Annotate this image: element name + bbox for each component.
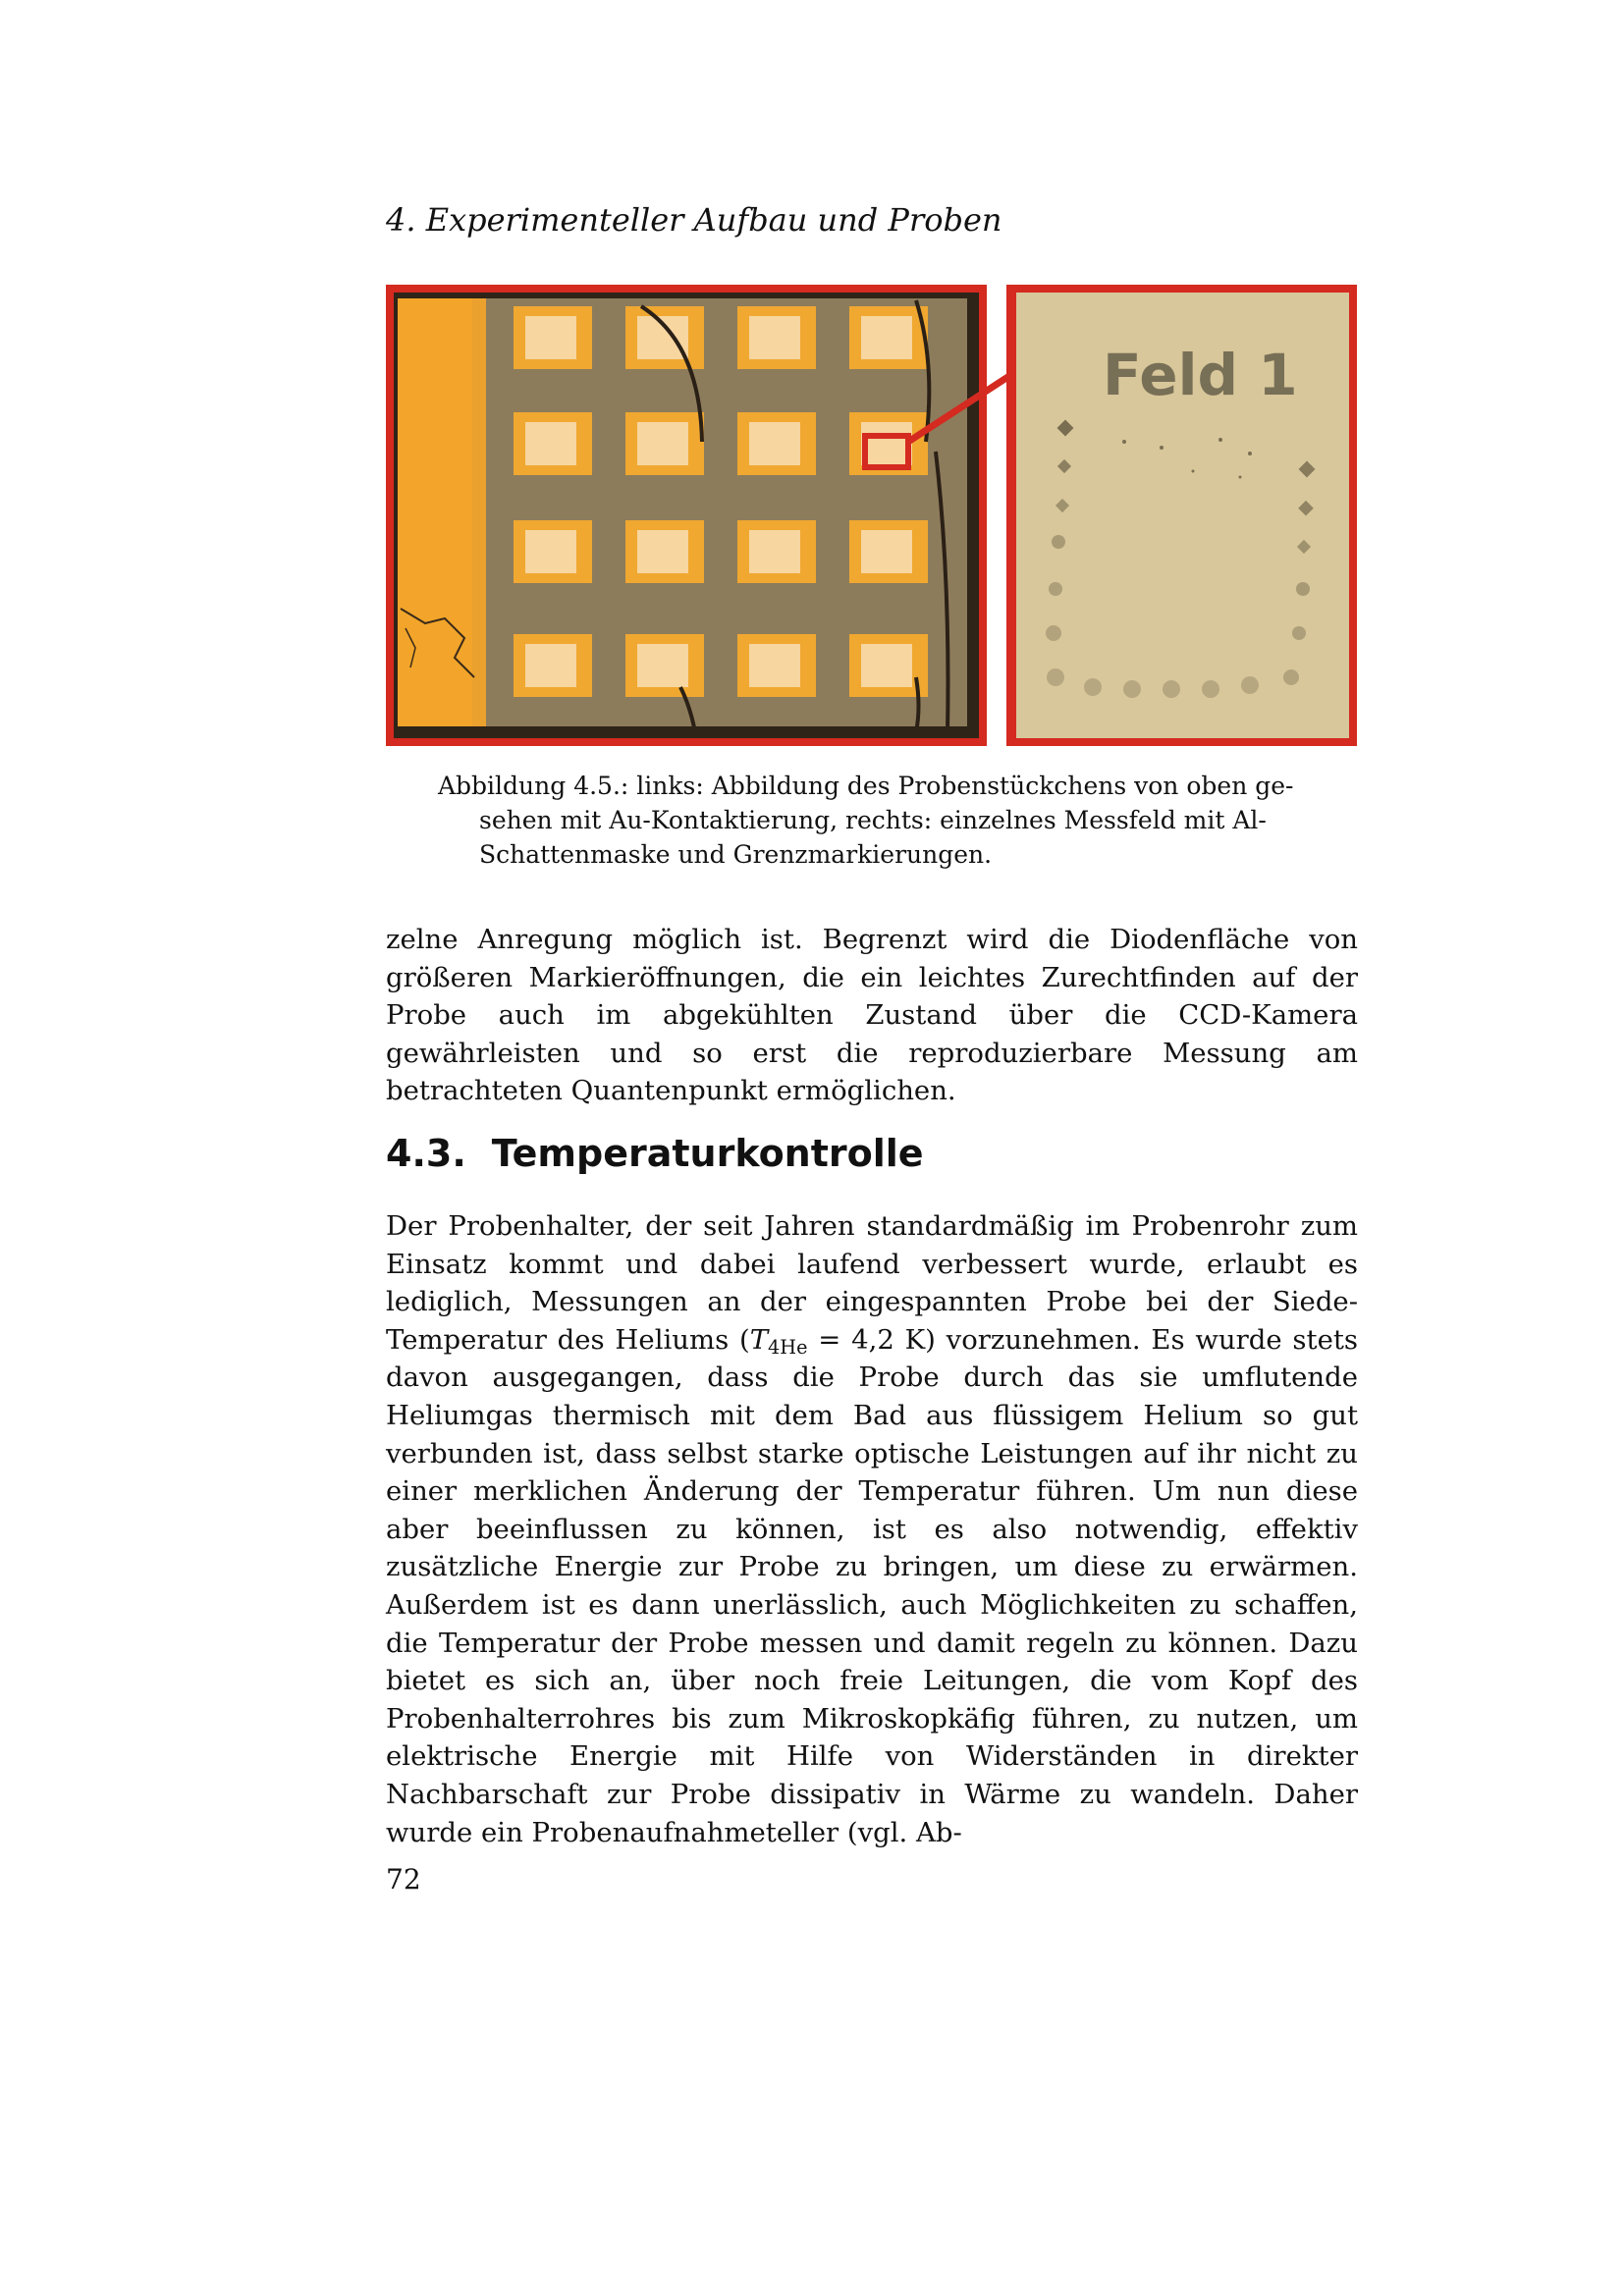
right-panel-single-field [1006, 285, 1357, 746]
paragraph-text-part-2: ) vorzunehmen. Es wurde stets davon ausgegangen, dass die Probe durch das sie umflutende Heliumgas thermisch mit dem Bad aus flüssigem Helium so gut verbunden ist, dass selbst starke optische Leistungen auf ihr nicht zu einer merklichen Änderung der Temperatur führen. Um nun diese aber beeinflussen zu können, ist es also notwendig, effektiv zusätzliche Energie zur Probe zu bringen, um diese zu erwärmen. Außerdem ist es dann unerlässlich, auch Möglichkeiten zu schaffen, die Temperatur der Probe messen und damit regeln zu können. Dazu bietet es sich an, über noch freie Leitungen, die vom Kopf des Probenhalterrohres bis zum Mikroskopkäfig führen, zu nutzen, um elektrische Energie mit Hilfe von Widerständen in direkter Nachbarschaft zur Probe dissipativ in Wärme zu wandeln. Daher wurde ein Probenaufnahmeteller (vgl. Ab- [386, 1323, 1359, 1848]
left-panel-sample-overview [386, 285, 987, 746]
sample-micrograph [386, 285, 1357, 746]
figure-4-5 [386, 285, 1357, 746]
paragraph-text-part-1: Der Probenhalter, der seit Jahren standardmäßig im Probenrohr zum Einsatz kommt und dabei laufend verbessert wurde, erlaubt es lediglich, Messungen an der eingespannten Probe bei der Siede-Temperatur des Heliums ( [386, 1210, 1358, 1356]
paragraph-continuation: zelne Anregung möglich ist. Begrenzt wird die Diodenfläche von größeren Markieröffnungen, die ein leichtes Zurechtfinden auf der Probe auch im abgekühlten Zustand über die CCD-Kamera gewährleisten und so erst die reproduzierbare Messung am betrachteten Quantenpunkt ermöglichen. [386, 924, 1358, 1107]
section-number: 4.3. [386, 1132, 466, 1175]
page-number: 72 [386, 1863, 421, 1896]
formula-symbol: T [749, 1323, 769, 1356]
figure-caption [438, 769, 1310, 872]
caption-line-3: Schattenmaske und Grenzmarkierungen. [479, 840, 993, 869]
formula-value: = 4,2 K [807, 1323, 926, 1356]
section-heading [386, 1132, 924, 1175]
paragraph-temperature-control [386, 1207, 1358, 1851]
running-head: 4. Experimenteller Aufbau und Proben [386, 201, 1002, 239]
formula-subscript: 4He [768, 1335, 808, 1359]
caption-line-1: Abbildung 4.5.: links: Abbildung des Probenstückchens von oben ge- [438, 772, 1294, 800]
section-title: Temperaturkontrolle [491, 1132, 924, 1175]
field-label: Feld 1 [1103, 342, 1298, 408]
caption-line-2: sehen mit Au-Kontaktierung, rechts: einzelnes Messfeld mit Al- [479, 806, 1267, 834]
